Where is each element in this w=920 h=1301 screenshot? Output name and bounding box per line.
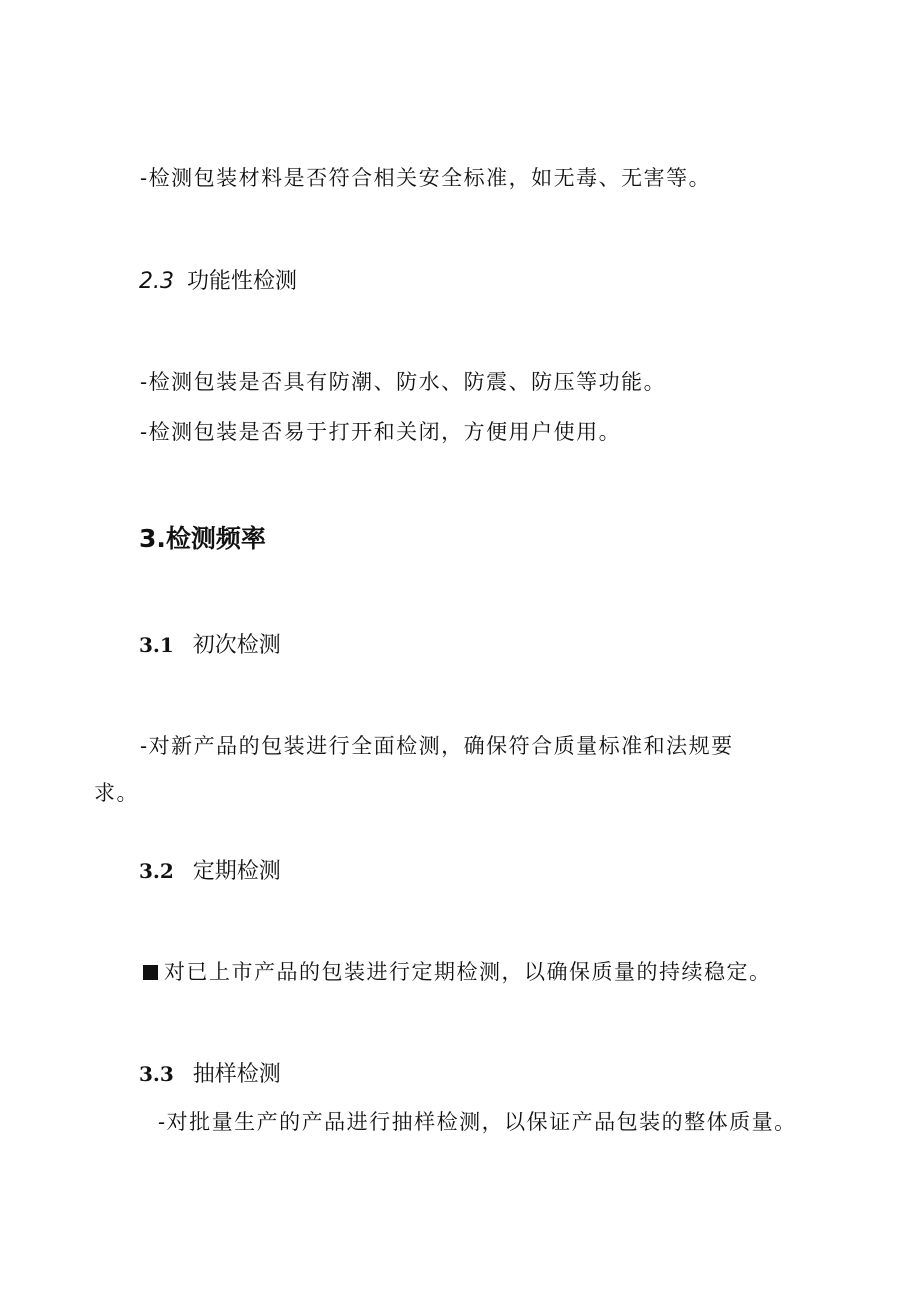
section-heading-3-1 — [139, 628, 281, 659]
text-line-continued: 求。 — [94, 781, 139, 805]
text-line: -检测包装材料是否符合相关安全标准，如无毒、无害等。 — [140, 166, 712, 190]
bullet-line — [143, 956, 772, 986]
text-line: -对批量生产的产品进行抽样检测，以保证产品包装的整体质量。 — [158, 1110, 797, 1134]
text-line: -对新产品的包装进行全面检测，确保符合质量标准和法规要 — [140, 734, 734, 758]
section-number: 3.3 — [139, 1062, 174, 1086]
bullet-text: 对已上市产品的包装进行定期检测，以确保质量的持续稳定。 — [164, 960, 772, 984]
section-title: 功能性检测 — [187, 269, 298, 294]
section-number: 3.1 — [139, 633, 174, 657]
text-line: -检测包装是否具有防潮、防水、防震、防压等功能。 — [140, 370, 667, 394]
square-bullet-icon — [143, 965, 158, 980]
section-heading-2-3 — [139, 264, 297, 295]
section-number: 2.3 — [139, 269, 174, 294]
section-title: 抽样检测 — [192, 1062, 281, 1087]
section-heading-3-3 — [139, 1057, 281, 1088]
section-title: 定期检测 — [192, 859, 281, 884]
section-title: 初次检测 — [192, 633, 281, 658]
section-number: 3.2 — [139, 859, 174, 883]
section-heading-3-2 — [139, 854, 281, 885]
text-line: -检测包装是否易于打开和关闭，方便用户使用。 — [140, 420, 622, 444]
section-heading-3: 3.检测频率 — [139, 524, 266, 553]
